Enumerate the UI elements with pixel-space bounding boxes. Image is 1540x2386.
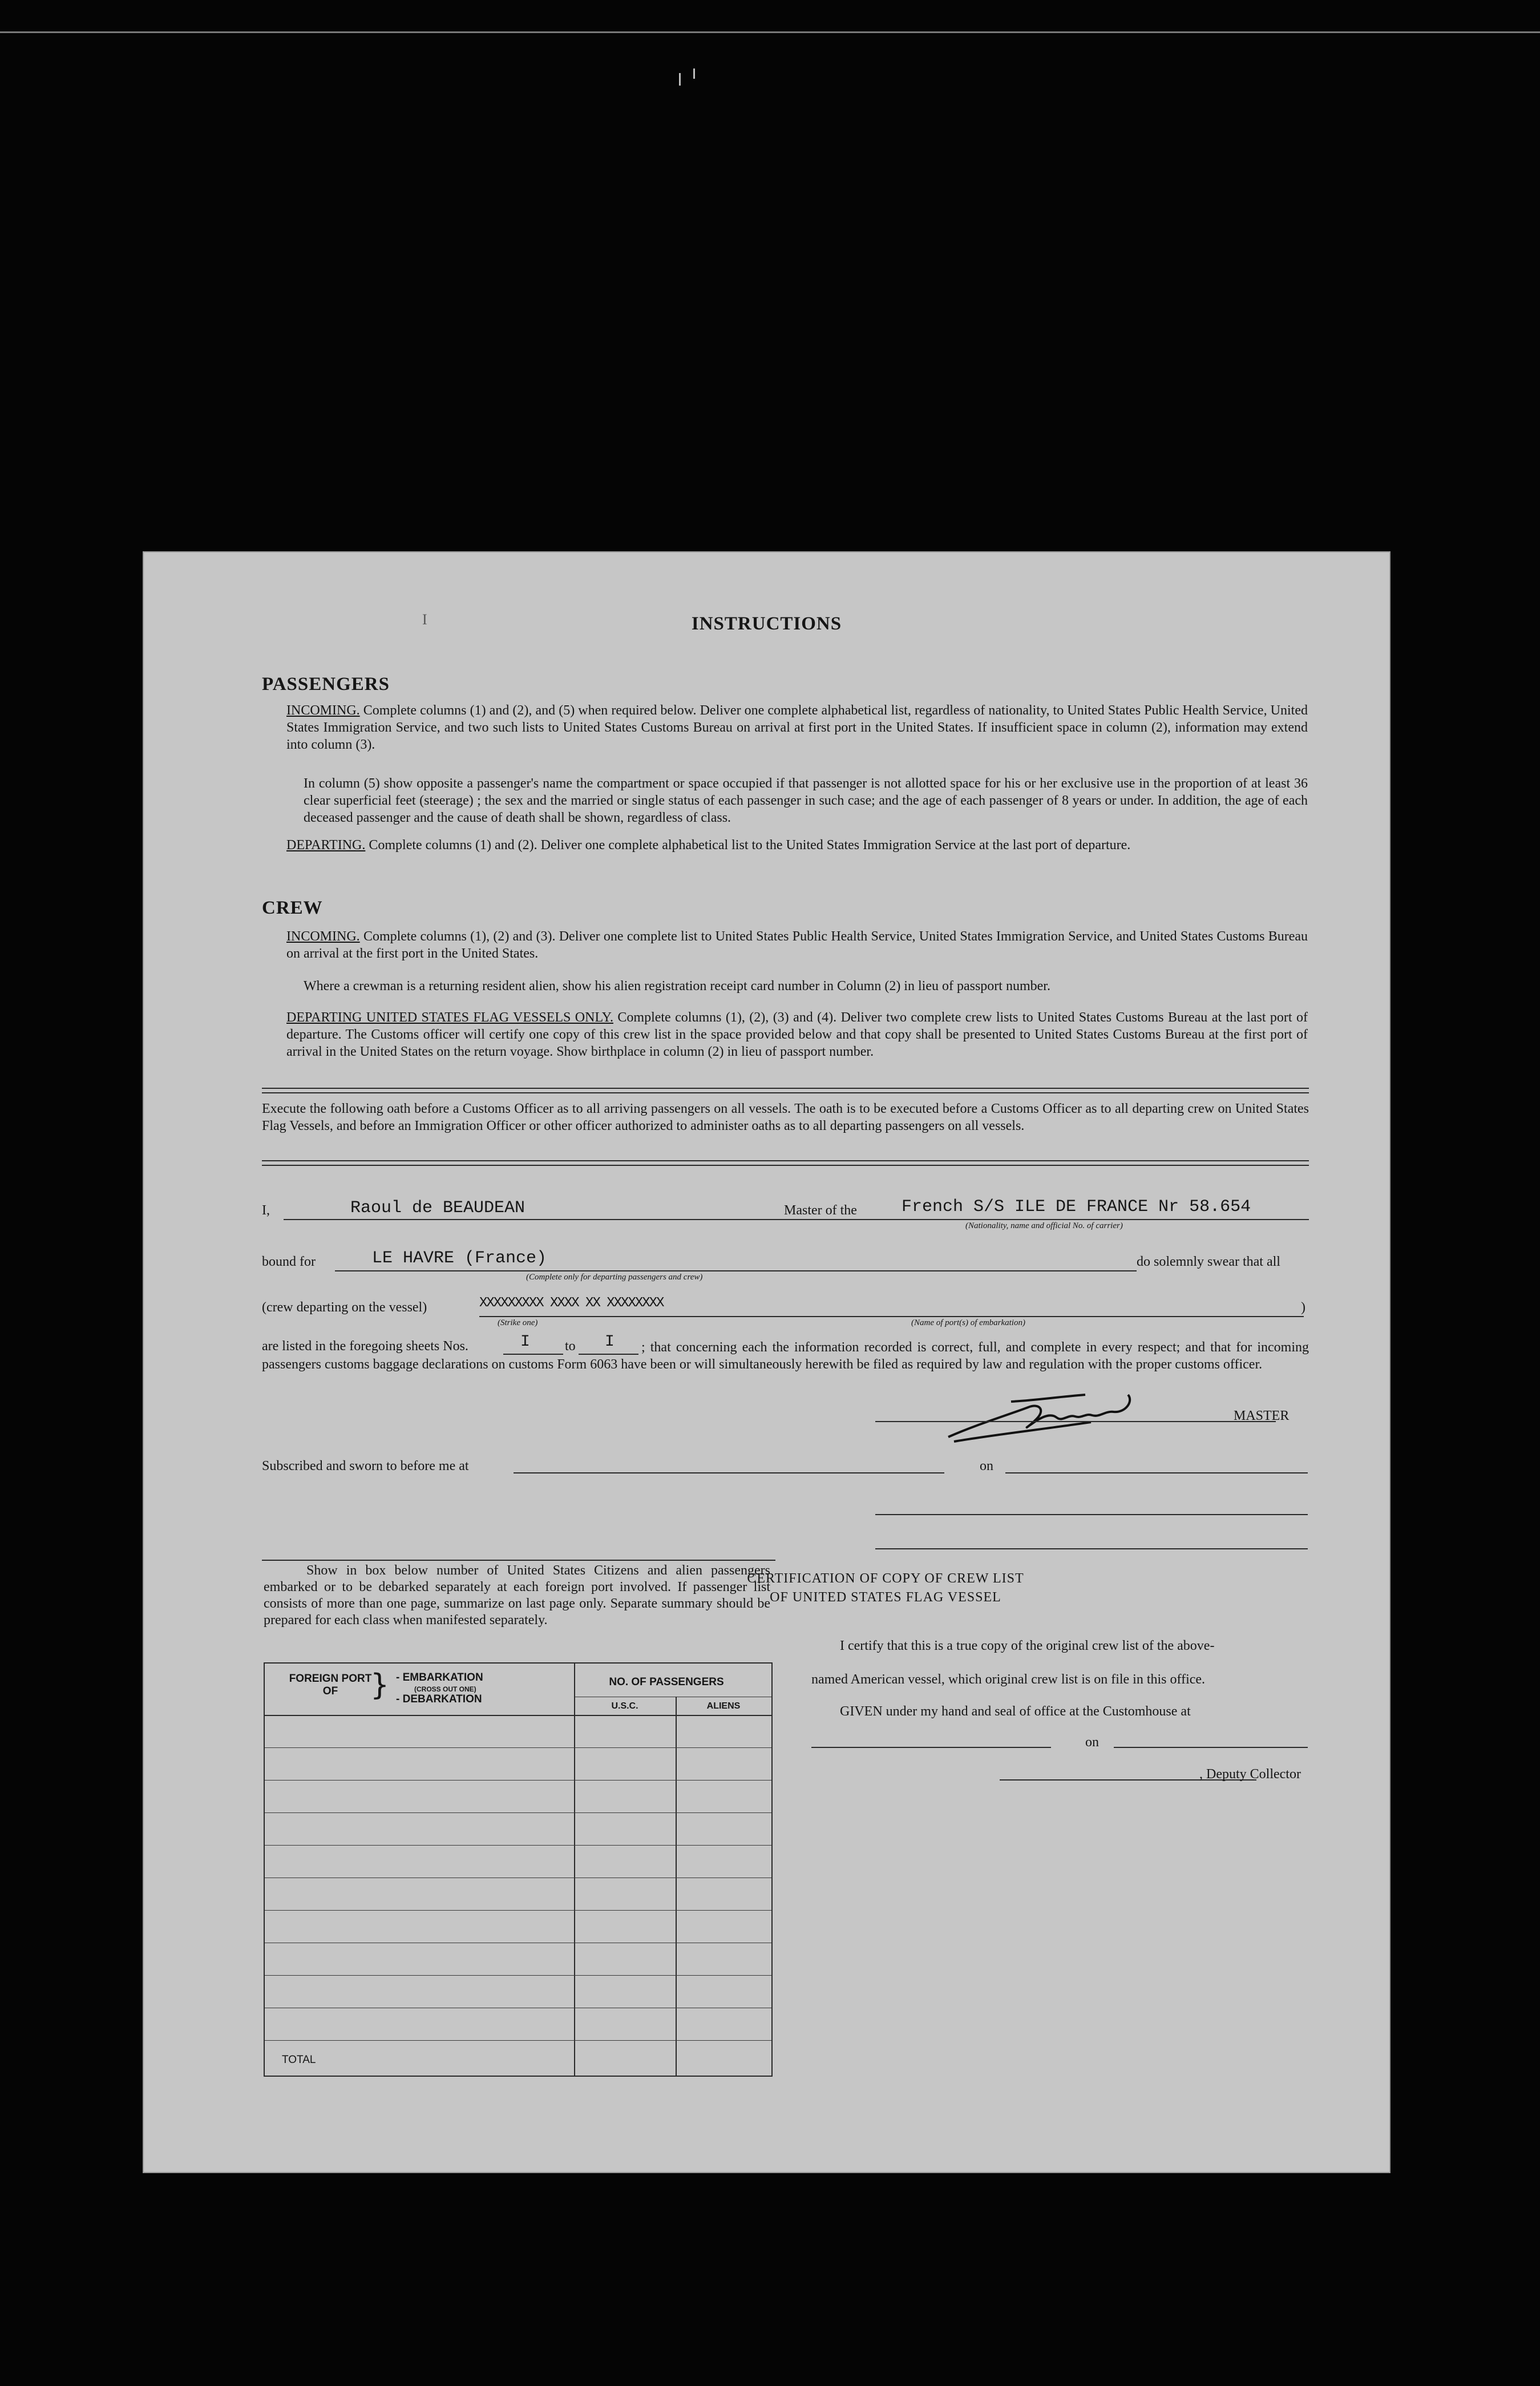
bleed-through-ghost-text [941, 1476, 957, 1529]
row-line [265, 1812, 771, 1813]
summary-instructions: Show in box below number of United States Citizens and alien passengers embarked or to be debarked separately at each foreign port involved. If passenger list consists of more than one page, summarize on last page only. Separate summary should be prepared for each class when manifested separately. [264, 1563, 770, 1628]
col-divider-1 [574, 1664, 575, 2076]
foreign-port-header: FOREIGN PORT OF [289, 1673, 372, 1697]
total-label: TOTAL [282, 2054, 316, 2066]
row-line [265, 1975, 771, 1976]
passengers-heading: PASSENGERS [262, 674, 390, 695]
listed-text-a: are listed in the foregoing sheets Nos. [262, 1339, 468, 1354]
departing-text: Complete columns (1) and (2). Deliver one complete alphabetical list to the United States Immigration Service at the last port of departure. [369, 838, 1131, 853]
instructions-title: INSTRUCTIONS [691, 613, 842, 634]
bound-for-line [335, 1270, 1137, 1271]
cert-title-2: OF UNITED STATES FLAG VESSEL [770, 1590, 1001, 1605]
debarkation-header: - DEBARKATION [396, 1693, 482, 1705]
row-line [265, 1910, 771, 1911]
carrier-line [880, 1219, 1309, 1220]
carrier-caption: (Nationality, name and official No. of carrier) [965, 1221, 1123, 1230]
officer-signature-line-1 [875, 1514, 1308, 1515]
bound-for-label: bound for [262, 1254, 316, 1269]
ports-caption: (Name of port(s) of embarkation) [911, 1318, 1025, 1327]
film-scan-top-line [0, 31, 1540, 33]
film-speck [693, 68, 695, 79]
master-name-line [284, 1219, 923, 1220]
deputy-collector-label: , Deputy Collector [1199, 1767, 1301, 1782]
master-signature-line [875, 1421, 1276, 1422]
divider-2 [262, 1160, 1309, 1166]
cert-title-1: CERTIFICATION OF COPY OF CREW LIST [747, 1571, 1024, 1586]
no-passengers-header: NO. OF PASSENGERS [609, 1676, 724, 1688]
embarkation-header: - EMBARKATION [396, 1672, 483, 1683]
crew-heading: CREW [262, 898, 323, 918]
bound-for-value: LE HAVRE (France) [372, 1249, 547, 1268]
col-divider-2 [676, 1697, 677, 2076]
master-of-label: Master of the [784, 1203, 857, 1218]
crewman-paragraph: Where a crewman is a returning resident alien, show his alien registration receipt card number in Column (2) in lieu of passport number. [304, 979, 1050, 994]
document-page [144, 552, 1389, 2172]
carrier-value: French S/S ILE DE FRANCE Nr 58.654 [902, 1197, 1251, 1217]
header-bottom-line [265, 1715, 771, 1716]
film-speck [679, 73, 681, 86]
officer-signature-line-2 [875, 1548, 1308, 1549]
brace-glyph: } [370, 1668, 390, 1702]
ports-line [479, 1316, 1304, 1317]
sheet-from-value: I [520, 1333, 530, 1351]
cert-text-2: named American vessel, which original crew list is on file in this office. [811, 1672, 1206, 1687]
master-signature [943, 1384, 1148, 1447]
top-left-mark: I [422, 611, 427, 628]
oath-instruction-paragraph: Execute the following oath before a Customs Officer as to all arriving passengers on all vessels. The oath is to be executed before a Customs Officer as to all departing crew on United States Flag Vessels, and before an Immigration Officer or other officer authorized to administer oaths as to all departing passengers on all vessels. [262, 1101, 1309, 1133]
column5-paragraph: In column (5) show opposite a passenger's name the compartment or space occupied if that passenger is not allotted space for his or her exclusive use in the proportion of at least 36 clear superficial feet (steerage) ; the sex and the married or single status of each passenger in such case; and the age of each passenger of 8 years or under. In addition, the age of each deceased passenger and the cause of death shall be shown, regardless of class. [304, 776, 1308, 825]
subscribed-on-label: on [980, 1459, 993, 1473]
subscribed-date-line [1005, 1472, 1308, 1473]
crew-incoming-paragraph [286, 928, 1308, 962]
struck-option-text: XXXXXXXXX XXXX XX XXXXXXXX [479, 1295, 664, 1311]
departing-label: DEPARTING. [286, 838, 366, 853]
departing-flag-paragraph [286, 1009, 1308, 1060]
crew-incoming-label: INCOMING. [286, 929, 360, 944]
cert-text-3: GIVEN under my hand and seal of office at the Customhouse at [840, 1704, 1191, 1719]
crew-departing-label: (crew departing on the vessel) [262, 1300, 427, 1315]
close-paren: ) [1301, 1300, 1305, 1315]
crew-incoming-text: Complete columns (1), (2) and (3). Deliver one complete list to United States Public Health Service, United States Immigration Service, and United States Customs Bureau on arrival at the first port in the United States. [286, 929, 1308, 961]
to-label: to [565, 1339, 576, 1354]
row-line [265, 2040, 771, 2041]
listed-text-b-span: ; that concerning each the information recorded is correct, full, and complete in every respect; and that for incoming passengers customs baggage declarations on customs Form 6063 have been or will simultaneously herewith be filed as required by law and regulation with the proper customs officer. [262, 1340, 1309, 1372]
cross-out-note: (CROSS OUT ONE) [414, 1685, 476, 1693]
cert-date-line [1114, 1747, 1308, 1748]
cert-place-line [811, 1747, 1051, 1748]
passengers-incoming-paragraph [286, 702, 1308, 753]
master-label: MASTER [1234, 1408, 1290, 1423]
incoming-label: INCOMING. [286, 703, 360, 718]
departing-flag-text: Complete columns (1), (2), (3) and (4). Deliver two complete crew lists to United States Customs Bureau at the last port of departure. The Customs officer will certify one copy of this crew list in the space provided below and that copy shall be presented to United States Customs Bureau at the first port of arrival in the United States on the return voyage. Show birthplace in column (2) in lieu of passport number. [286, 1010, 1308, 1059]
listed-text-b [262, 1339, 1309, 1373]
cert-on-label: on [1085, 1735, 1099, 1750]
oath-i-label: I, [262, 1203, 270, 1218]
departing-flag-label: DEPARTING UNITED STATES FLAG VESSELS ONLY. [286, 1010, 613, 1025]
strike-caption: (Strike one) [498, 1318, 538, 1327]
sheet-to-value: I [605, 1333, 615, 1351]
divider-1 [262, 1088, 1309, 1093]
swear-text: do solemnly swear that all [1137, 1254, 1280, 1269]
row-line [265, 1747, 771, 1748]
bound-caption: (Complete only for departing passengers and crew) [526, 1273, 703, 1282]
row-line [265, 1780, 771, 1781]
row-line [265, 1845, 771, 1846]
aliens-header: ALIENS [706, 1701, 741, 1711]
subscribed-place-line [514, 1472, 944, 1473]
master-name-value: Raoul de BEAUDEAN [350, 1198, 526, 1218]
section-divider-bottom [262, 1560, 775, 1561]
passengers-departing-paragraph [286, 837, 1308, 854]
usc-header: U.S.C. [611, 1701, 638, 1711]
cert-text-1: I certify that this is a true copy of the original crew list of the above- [840, 1638, 1215, 1653]
subscribed-label: Subscribed and sworn to before me at [262, 1459, 469, 1473]
passenger-summary-table [264, 1662, 773, 2077]
incoming-text: Complete columns (1) and (2), and (5) when required below. Deliver one complete alphabetical list, regardless of nationality, to United States Public Health Service, United States Immigration Service, and two such lists to United States Customs Bureau on arrival at first port in the United States. If insufficient space in column (2), information may extend into column (3). [286, 703, 1308, 752]
